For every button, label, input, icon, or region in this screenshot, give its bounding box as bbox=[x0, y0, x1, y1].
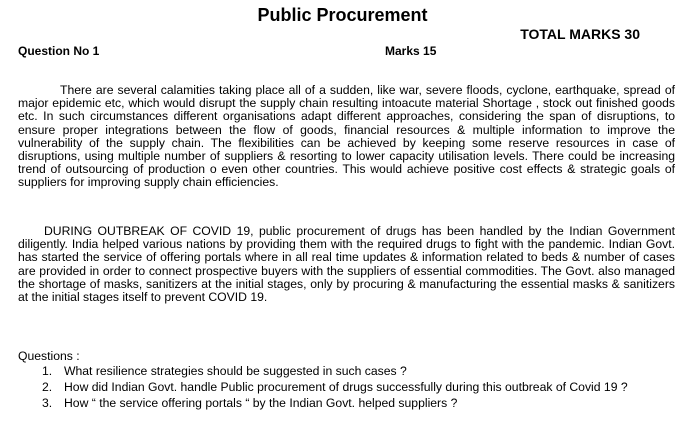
question-number: Question No 1 bbox=[18, 44, 100, 58]
case-paragraph-1: There are several calamities taking place all of a sudden, like war, severe floods, cyclone, earthquake, spread of major epidemic etc, which would disrupt the supply chain resulting intoacute material Shortage , stock out finished goods etc. In such circumstances different organisations adapt different approaches, considering the span of disruptions, to ensure proper integrations between the flow of goods, financial resources & multiple information to improve the vulnerability of the supply chain. The flexibilities can be achieved by keeping some reserve resources in case of disruptions, using multiple number of suppliers & resorting to lower capacity utilisation levels. There could be increasing trend of outsourcing of production o even other countries. This would achieve positive cost effects & strategic goals of suppliers for improving supply chain efficiencies. bbox=[18, 83, 675, 190]
question-item-number: 2. bbox=[42, 380, 53, 395]
question-item bbox=[42, 397, 678, 410]
question-marks: Marks 15 bbox=[385, 44, 437, 58]
question-item-text: How did Indian Govt. handle Public procurement of drugs successfully during this outbreak of Covid 19 ? bbox=[64, 380, 628, 395]
question-item bbox=[42, 381, 678, 394]
document-title: Public Procurement bbox=[257, 5, 428, 25]
total-marks: TOTAL MARKS 30 bbox=[520, 26, 640, 42]
question-item-number: 1. bbox=[42, 364, 53, 378]
question-item bbox=[42, 365, 678, 378]
question-item-number: 3. bbox=[42, 396, 53, 411]
questions-heading: Questions : bbox=[18, 349, 80, 363]
question-item-text: What resilience strategies should be suggested in such cases ? bbox=[64, 364, 407, 378]
questions-list bbox=[18, 365, 678, 414]
case-paragraph-2: DURING OUTBREAK OF COVID 19, public procurement of drugs has been handled by the Indian Government diligently. India helped various nations by providing them with the required drugs to fight with the pandemic. Indian Govt. has started the service of offering portals where in all real time updates & information related to beds & number of cases are provided in order to connect prospective buyers with the suppliers of essential commodities. The Govt. also managed the shortage of masks, sanitizers at the initial stages, only by procuring & manufacturing the essential masks & sanitizers at the initial stages itself to prevent COVID 19. bbox=[18, 224, 675, 305]
question-item-text: How “ the service offering portals “ by the Indian Govt. helped suppliers ? bbox=[64, 396, 458, 411]
